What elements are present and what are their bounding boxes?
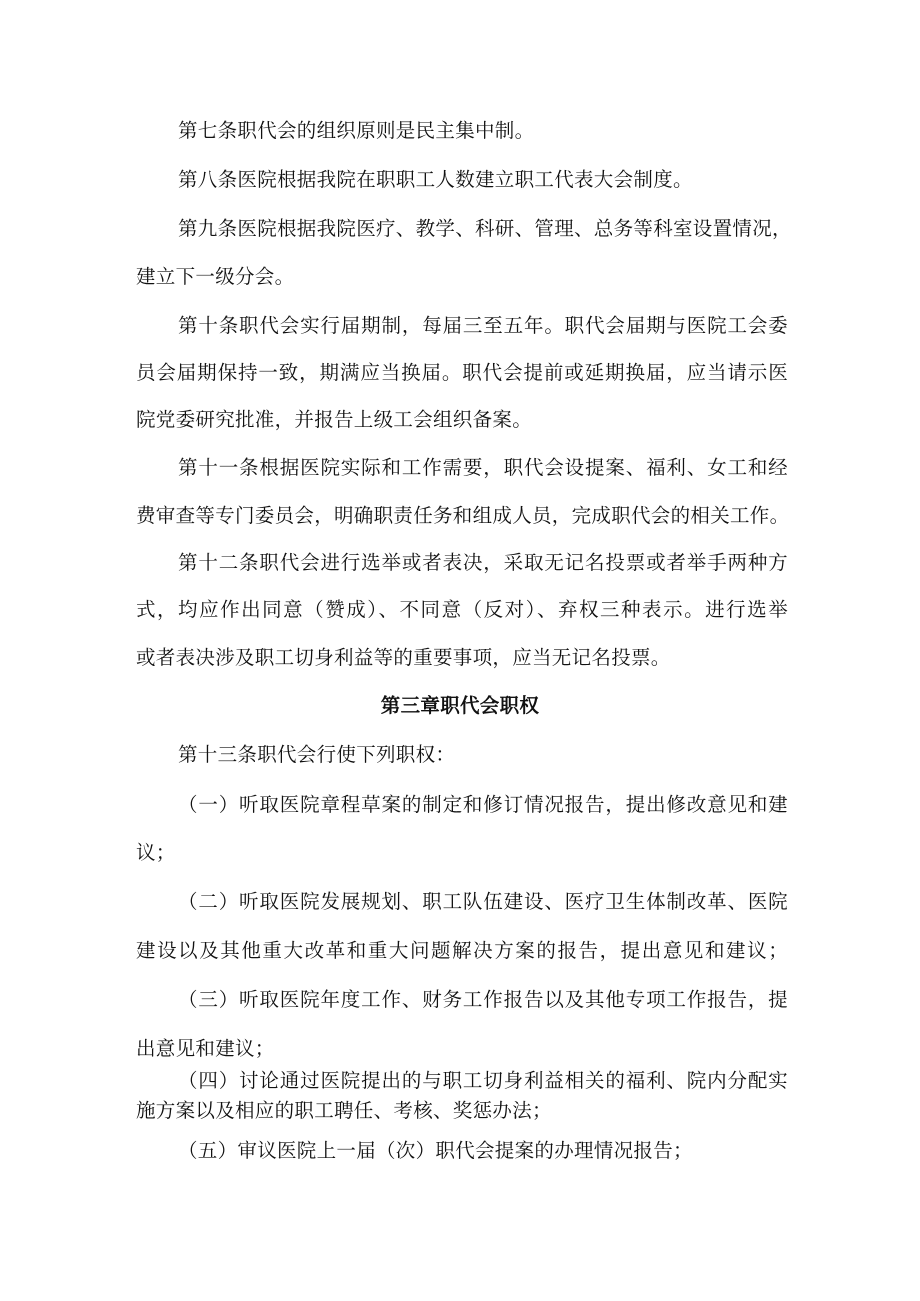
article-12-line-3: 或者表决涉及职工切身利益等的重要事项，应当无记名投票。 (136, 646, 671, 669)
article-12-line-2: 式，均应作出同意（赞成）、不同意（反对）、弃权三种表示。进行选举 (136, 598, 788, 621)
article-12-line-1: 第十二条职代会进行选举或者表决，采取无记名投票或者举手两种方 (178, 551, 788, 574)
article-8: 第八条医院根据我院在职职工人数建立职工代表大会制度。 (178, 168, 693, 191)
item-4-line-1: （四）讨论通过医院提出的与职工切身利益相关的福利、院内分配实 (178, 1069, 788, 1092)
article-11-line-2: 费审查等专门委员会，明确职责任务和组成人员，完成职代会的相关工作。 (136, 504, 790, 527)
item-3-line-1: （三）听取医院年度工作、财务工作报告以及其他专项工作报告，提 (178, 988, 788, 1011)
item-4-line-2: 施方案以及相应的职工聘任、考核、奖惩办法； (136, 1099, 552, 1122)
article-10-line-3: 院党委研究批准，并报告上级工会组织备案。 (136, 408, 533, 431)
article-11-line-1: 第十一条根据医院实际和工作需要，职代会设提案、福利、女工和经 (178, 456, 788, 479)
article-10-line-2: 员会届期保持一致，期满应当换届。职代会提前或延期换届，应当请示医 (136, 361, 788, 384)
item-2-line-1: （二）听取医院发展规划、职工队伍建设、医疗卫生体制改革、医院 (178, 890, 788, 913)
article-10-line-1: 第十条职代会实行届期制，每届三至五年。职代会届期与医院工会委 (178, 314, 788, 337)
article-13: 第十三条职代会行使下列职权： (178, 743, 456, 766)
article-9-line-2: 建立下一级分会。 (136, 265, 295, 288)
item-1-line-1: （一）听取医院章程草案的制定和修订情况报告，提出修改意见和建 (178, 793, 788, 816)
item-2-line-2: 建设以及其他重大改革和重大问题解决方案的报告，提出意见和建议； (136, 939, 788, 962)
article-9-line-1: 第九条医院根据我院医疗、教学、科研、管理、总务等科室设置情况， (178, 217, 792, 240)
item-5-line-1: （五）审议医院上一届（次）职代会提案的办理情况报告； (178, 1139, 693, 1162)
item-3-line-2: 出意见和建议； (136, 1037, 275, 1060)
chapter-3-heading: 第三章职代会职权 (380, 694, 540, 717)
item-1-line-2: 议； (136, 841, 176, 864)
article-7: 第七条职代会的组织原则是民主集中制。 (178, 119, 535, 142)
